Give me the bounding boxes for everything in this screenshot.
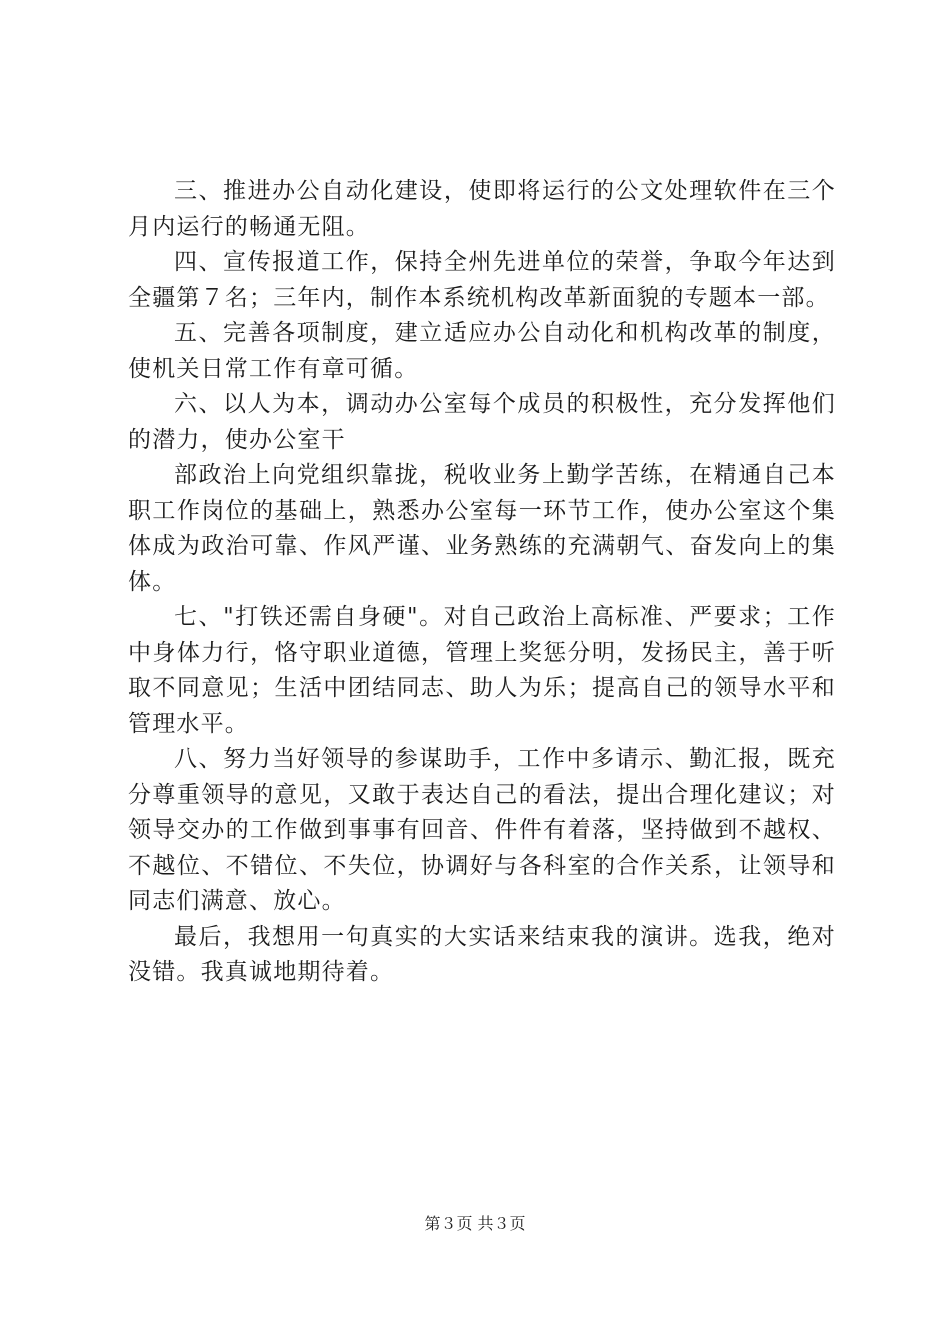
document-body [128, 174, 836, 991]
page-footer [0, 1214, 950, 1234]
paragraph-8: 八、努力当好领导的参谋助手，工作中多请示、勤汇报，既充分尊重领导的意见，又敢于表达自己的看法，提出合理化建议；对领导交办的工作做到事事有回音、件件有着落，坚持做到不越权、不越位、不错位、不失位，协调好与各科室的合作关系，让领导和同志们满意、放心。 [128, 746, 836, 914]
paragraph-6-continued: 部政治上向党组织靠拢，税收业务上勤学苦练，在精通自己本职工作岗位的基础上，熟悉办公室每一环节工作，使办公室这个集体成为政治可靠、作风严谨、业务熟练的充满朝气、奋发向上的集体。 [128, 462, 836, 595]
paragraph-3: 三、推进办公自动化建设，使即将运行的公文处理软件在三个月内运行的畅通无阻。 [128, 178, 836, 240]
paragraph-closing: 最后，我想用一句真实的大实话来结束我的演讲。选我，绝对没错。我真诚地期待着。 [128, 923, 836, 985]
paragraph-6: 六、以人为本，调动办公室每个成员的积极性，充分发挥他们的潜力，使办公室干 [128, 391, 836, 453]
paragraph-5: 五、完善各项制度，建立适应办公自动化和机构改革的制度，使机关日常工作有章可循。 [128, 320, 836, 382]
paragraph-4: 四、宣传报道工作，保持全州先进单位的荣誉，争取今年达到全疆第７名；三年内，制作本系统机构改革新面貌的专题本一部。 [128, 249, 836, 311]
page-number-label: 第３页 共３页 [424, 1214, 526, 1233]
paragraph-7: 七、"打铁还需自身硬"。对自己政治上高标准、严要求；工作中身体力行，恪守职业道德，管理上奖惩分明，发扬民主，善于听取不同意见；生活中团结同志、助人为乐；提高自己的领导水平和管理水平。 [128, 604, 836, 737]
